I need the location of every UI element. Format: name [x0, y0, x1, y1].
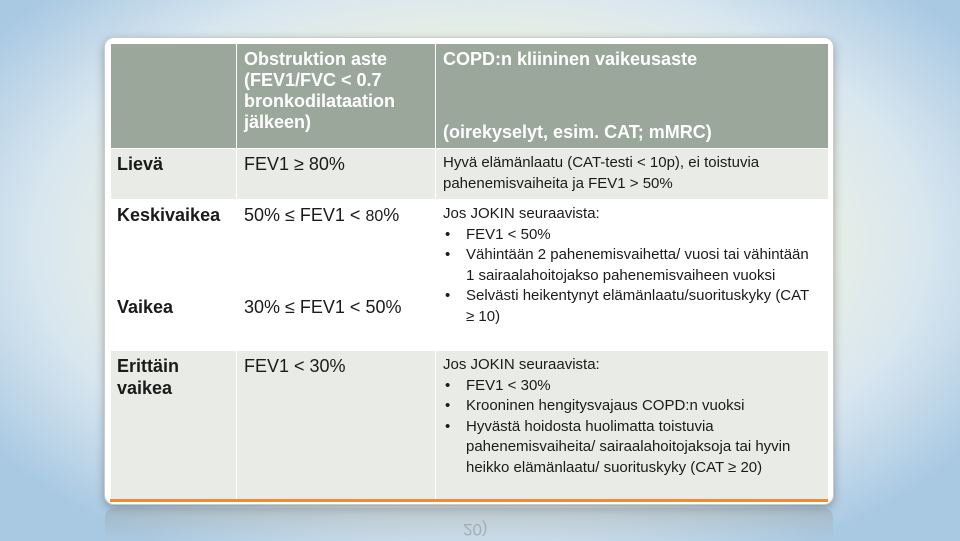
row-fev-value: 50% ≤ FEV1 < 80% [244, 205, 400, 225]
row-description [436, 200, 828, 331]
header-clinical-title: COPD:n kliininen vaikeusaste [443, 49, 698, 69]
header-clinical-sub: (oirekyselyt, esim. CAT; mMRC) [443, 122, 712, 142]
row-label: Erittäin vaikea [117, 356, 180, 398]
criteria-list [443, 376, 821, 479]
table-row-keskivaikea-vaikea [111, 200, 829, 351]
list-item: • Selvästi heikentynyt elämänlaatu/suorituskyky (CAT ≥ 10) [443, 286, 821, 327]
copd-severity-table [110, 43, 829, 502]
criteria-intro: Jos JOKIN seuraavista: [443, 356, 600, 373]
row-fev-value-vaikea: 30% ≤ FEV1 < 50% [244, 297, 402, 317]
header-obstruction-text: Obstruktion aste (FEV1/FVC < 0.7 bronkodilataation jälkeen) [244, 49, 396, 132]
header-cell-clinical [436, 44, 829, 149]
list-item: • FEV1 < 30% [443, 376, 821, 397]
list-item: • Vähintään 2 pahenemisvaihetta/ vuosi tai vähintään 1 sairaalahoitojakso pahenemisvaiheen vuoksi [443, 245, 821, 286]
criteria-list [443, 225, 821, 328]
row-label-vaikea: Vaikea [117, 297, 174, 317]
accent-underline [110, 499, 828, 502]
header-cell-obstruction [237, 44, 436, 149]
list-item: • FEV1 < 50% [443, 225, 821, 246]
row-label: Keskivaikea [117, 205, 221, 225]
row-fev-value: FEV1 ≥ 80% [244, 154, 345, 174]
criteria-intro: Jos JOKIN seuraavista: [443, 205, 600, 222]
reflection-text: 20) [463, 520, 488, 539]
row-description [436, 351, 828, 482]
header-cell-empty [111, 44, 237, 149]
list-item: • Krooninen hengitysvajaus COPD:n vuoksi [443, 396, 821, 417]
row-fev-value: FEV1 < 30% [244, 356, 346, 376]
table-header-row [111, 44, 829, 149]
list-item: • Hyvästä hoidosta huolimatta toistuvia pahenemisvaiheita/ sairaalahoitojaksoja tai hyvin heikko elämänlaatu/ suorituskyky (CAT ≥ 20) [443, 417, 821, 479]
row-label: Lievä [117, 154, 164, 174]
table-row-lieva [111, 149, 829, 200]
table-row-erittain-vaikea [111, 351, 829, 502]
row-description: Hyvä elämänlaatu (CAT-testi < 10p), ei toistuvia pahenemisvaiheita ja FEV1 > 50% [443, 154, 760, 192]
slide-reflection [105, 508, 833, 541]
